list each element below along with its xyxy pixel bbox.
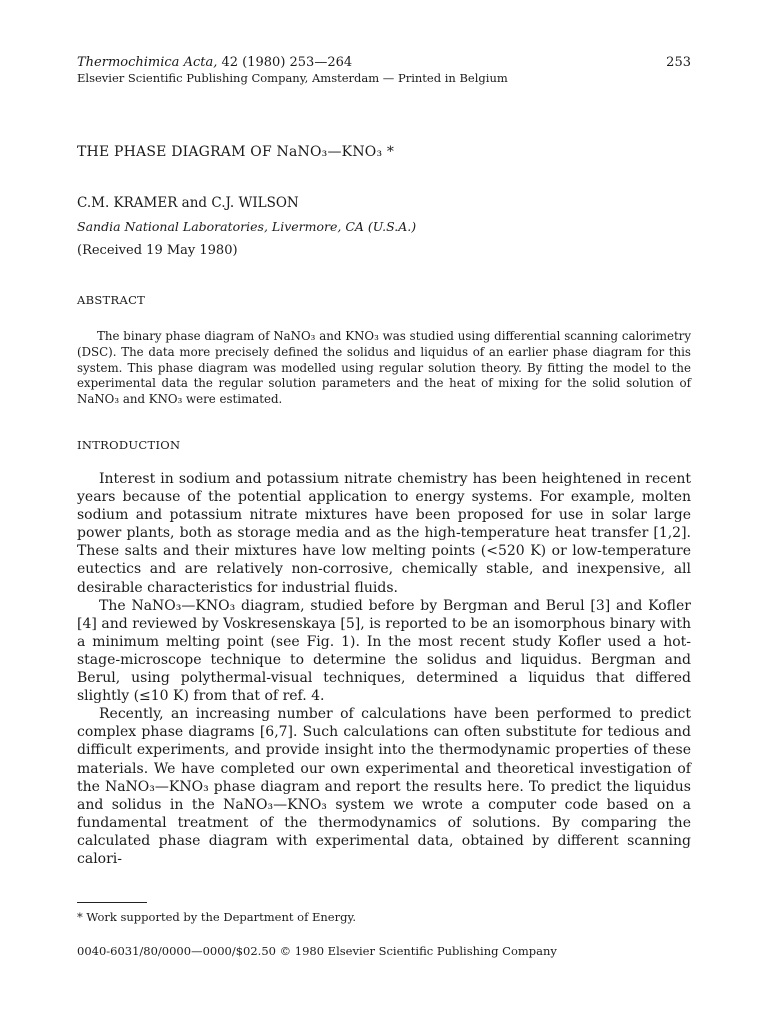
footnote-rule — [77, 902, 147, 903]
received-date: (Received 19 May 1980) — [77, 243, 238, 258]
paragraph: The NaNO₃—KNO₃ diagram, studied before by Bergman and Berul [3] and Kofler [4] and reviewed by Voskresenskaya [5], is reported to be an isomorphous binary with a minimum melting point (see Fig. 1). In the most recent study Kofler used a hot-stage-microscope technique to determine the solidus and liquidus. Bergman and Berul, using polythermal-visual techniques, determined a liquidus that differed slightly (≤10 K) from that of ref. 4. — [77, 597, 691, 705]
journal-name: Thermochimica Acta, — [77, 55, 218, 70]
abstract-heading: ABSTRACT — [77, 293, 146, 307]
introduction-heading: INTRODUCTION — [77, 438, 181, 452]
journal-reference: 42 (1980) 253—264 — [221, 55, 353, 70]
paragraph: Recently, an increasing number of calculations have been performed to predict complex phase diagrams [6,7]. Such calculations can often substitute for tedious and difficult experiments, and provide insight into the thermodynamic properties of these materials. We have completed our own experimental and theoretical investigation of the NaNO₃—KNO₃ phase diagram and report the results here. To predict the liquidus and solidus in the NaNO₃—KNO₃ system we wrote a computer code based on a fundamental treatment of the thermodynamics of solutions. By comparing the calculated phase diagram with experimental data, obtained by different scanning calori- — [77, 706, 691, 867]
publisher-line: Elsevier Scientific Publishing Company, Amsterdam — Printed in Belgium — [77, 71, 508, 85]
footnote: * Work supported by the Department of Energy. — [77, 910, 357, 924]
authors: C.M. KRAMER and C.J. WILSON — [77, 195, 299, 211]
copyright-line: 0040-6031/80/0000—0000/$02.50 © 1980 Elsevier Scientific Publishing Company — [77, 944, 557, 958]
abstract-body — [77, 329, 691, 408]
abstract-text: The binary phase diagram of NaNO₃ and KNO₃ was studied using differential scanning calorimetry (DSC). The data more precisely defined the solidus and liquidus of an earlier phase diagram for this system. This phase diagram was modelled using regular solution theory. By fitting the model to the experimental data the regular solution parameters and the heat of mixing for the solid solution of NaNO₃ and KNO₃ were estimated. — [77, 329, 691, 407]
page-number: 253 — [666, 55, 691, 70]
journal-citation — [77, 55, 352, 70]
paragraph: Interest in sodium and potassium nitrate chemistry has been heightened in recent years because of the potential application to energy systems. For example, molten sodium and potassium nitrate mixtures have been proposed for use in solar large power plants, both as storage media and as the high-temperature heat transfer [1,2]. These salts and their mixtures have low melting points (<520 K) or low-temperature eutectics and are relatively non-corrosive, chemically stable, and inexpensive, all desirable characteristics for industrial fluids. — [77, 471, 691, 596]
paper-title: THE PHASE DIAGRAM OF NaNO₃—KNO₃ * — [77, 144, 395, 160]
introduction-body — [77, 470, 691, 868]
affiliation: Sandia National Laboratories, Livermore, CA (U.S.A.) — [77, 219, 417, 234]
paper-page — [77, 0, 691, 1024]
